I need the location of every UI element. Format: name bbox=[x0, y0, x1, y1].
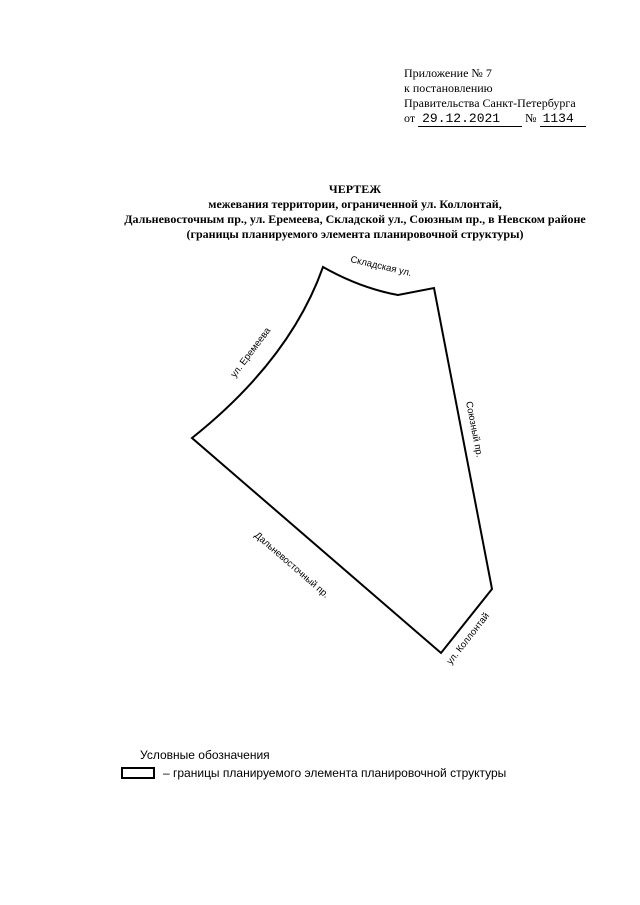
title-line-3: (границы планируемого элемента планировочной структуры) bbox=[186, 227, 524, 241]
legend-boundary-symbol bbox=[121, 767, 155, 779]
title-line-1: межевания территории, ограниченной ул. Коллонтай, bbox=[208, 197, 502, 211]
label-dalnevostochny: Дальневосточный пр. bbox=[252, 529, 332, 601]
legend-item bbox=[121, 766, 506, 780]
document-date: 29.12.2021 bbox=[418, 111, 522, 127]
date-prefix: от bbox=[404, 111, 416, 125]
label-kollontai: ул. Коллонтай bbox=[444, 610, 492, 667]
legend-item-label: – границы планируемого элемента планировочной структуры bbox=[163, 766, 507, 780]
label-skladskaya: Складская ул. bbox=[349, 254, 413, 279]
appendix-line-2: к постановлению bbox=[404, 81, 493, 95]
title-line-2: Дальневосточным пр., ул. Еремеева, Складской ул., Союзным пр., в Невском районе bbox=[124, 212, 586, 226]
label-soyuzny: Союзный пр. bbox=[463, 400, 485, 459]
appendix-line-1: Приложение № 7 bbox=[404, 66, 492, 80]
label-eremeeva: ул. Еремеева bbox=[228, 325, 274, 380]
title-heading: ЧЕРТЕЖ bbox=[328, 182, 382, 196]
legend-title: Условные обозначения bbox=[140, 748, 270, 762]
appendix-line-3: Правительства Санкт-Петербурга bbox=[404, 96, 576, 110]
territory-boundary bbox=[192, 267, 492, 653]
number-prefix: № bbox=[525, 111, 537, 125]
document-number: 1134 bbox=[540, 111, 586, 127]
